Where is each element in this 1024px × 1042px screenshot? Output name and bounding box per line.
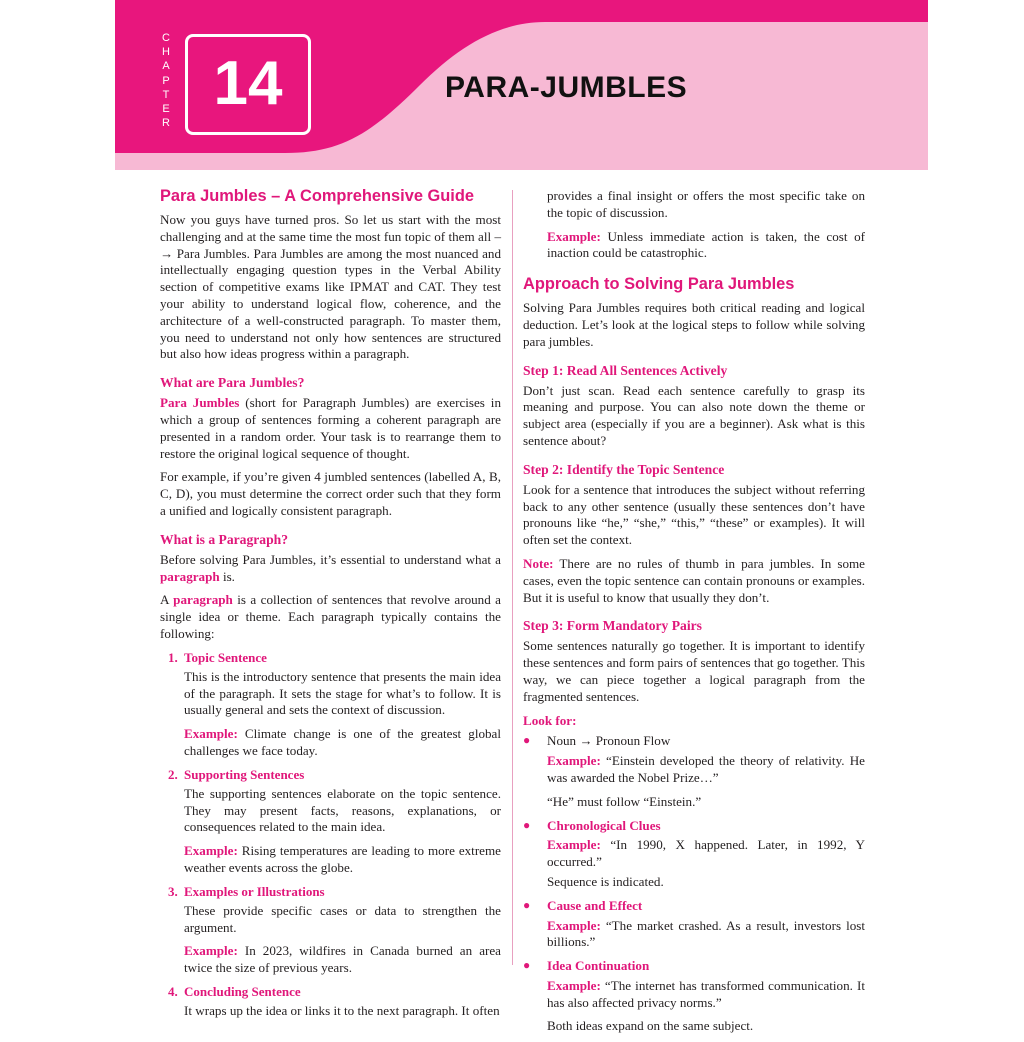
chapter-letter: H: [162, 46, 170, 59]
bullet-example: [523, 918, 865, 952]
list-item-heading: [160, 650, 501, 666]
example-text: “Einstein developed the theory of relativity. He was awarded the Nobel Prize…”: [547, 753, 865, 785]
chapter-letter: C: [162, 32, 170, 44]
chapter-letter: T: [162, 88, 170, 101]
example-label: Example:: [547, 917, 601, 933]
bullet-title: Chronological Clues: [547, 817, 661, 833]
paragraph-definition: [160, 592, 501, 642]
section-heading: Para Jumbles – A Comprehensive Guide: [160, 187, 474, 205]
step-heading: Step 2: Identify the Topic Sentence: [523, 461, 725, 477]
step-text: Look for a sentence that introduces the subject without referring back to any other sentence (usually these sentences don’t have pronouns like “he,” “she,” “this,” “these” or examples). It will often set the context.: [523, 481, 865, 548]
chapter-letter: R: [162, 117, 170, 130]
chapter-label: [159, 31, 173, 130]
continued-example: [523, 229, 865, 263]
approach-paragraph: Solving Para Jumbles requires both critical reading and logical deduction. Let’s look at the logical steps to follow while solving para jumbles.: [523, 300, 865, 349]
bullet-example: [523, 753, 865, 787]
text: is a collection of sentences that revolve around a single idea or theme. Each paragraph typically contains the following:: [160, 592, 501, 641]
list-number: 1.: [168, 649, 178, 665]
bullet-icon: ●: [523, 958, 531, 973]
example-label: Example:: [184, 726, 238, 742]
term: paragraph: [160, 568, 220, 584]
bullet-note: Both ideas expand on the same subject.: [547, 1018, 754, 1034]
bullet-title: Noun → Pronoun Flow: [547, 733, 671, 749]
example-text: “The market crashed. As a result, investors lost billions.”: [547, 917, 865, 950]
term: Para Jumbles: [160, 395, 240, 411]
bullet-title: Cause and Effect: [547, 897, 643, 913]
list-item-text: It wraps up the idea or links it to the next paragraph. It often: [184, 1002, 500, 1018]
chapter-number: 14: [213, 49, 283, 118]
step-text: Some sentences naturally go together. It is important to identify these sentences and form pairs of sentences that go together. This way, we can piece together a logical paragraph from the fragmented sentences.: [523, 638, 865, 704]
bullet-note: Sequence is indicated.: [547, 873, 664, 889]
example-label: Example:: [184, 943, 238, 959]
example-text: “The internet has transformed communication. It has also affected privacy norms.”: [547, 977, 865, 1010]
list-title: Topic Sentence: [184, 649, 267, 665]
list-title: Supporting Sentences: [184, 766, 305, 782]
note-paragraph: [523, 556, 865, 606]
chapter-letter: E: [162, 103, 170, 116]
definition-text: (short for Paragraph Jumbles) are exercises in which a group of sentences forming a coherent paragraph are presented in a random order. Your task is to rearrange them to restore the original logical sequence of thought.: [160, 395, 501, 461]
term: paragraph: [173, 592, 233, 608]
list-title: Examples or Illustrations: [184, 883, 325, 899]
continued-text: provides a final insight or offers the most specific take on the topic of discussion.: [547, 188, 865, 220]
chapter-letter: A: [162, 60, 170, 73]
bullet-icon: ●: [523, 733, 531, 748]
example-label: Example:: [547, 977, 601, 993]
list-item-example: [160, 726, 501, 760]
list-item-example: [160, 943, 501, 977]
bullet-icon: ●: [523, 897, 531, 912]
intro-paragraph: Now you guys have turned pros. So let us start with the most challenging and at the same time the most fun topic of them all –→ Para Jumbles. Para Jumbles are among the most nuanced and intellectually engaging question types in the Verbal Ability section of competitive exams like IPMAT and CAT. They test your ability to understand logical flow, coherence, and the architecture of a well-constructed paragraph. To master them, you need to understand not only how sentences are structured but also how ideas progress within a paragraph.: [160, 212, 501, 362]
bullet-item: [523, 818, 865, 835]
example-text: Climate change is one of the greatest global challenges we face today.: [184, 726, 501, 758]
section-heading: Approach to Solving Para Jumbles: [523, 275, 795, 294]
list-item-heading: [160, 884, 501, 900]
list-item-heading: [160, 984, 501, 1000]
left-column: [160, 186, 501, 1027]
bullet-title: Idea Continuation: [547, 958, 650, 974]
example-label: Example:: [547, 228, 601, 244]
chapter-title: PARA-JUMBLES: [445, 71, 688, 104]
chapter-letter: P: [162, 74, 170, 87]
text: is.: [219, 568, 235, 584]
look-for-label: Look for:: [523, 712, 577, 728]
bullet-example: [523, 837, 865, 871]
example-text: Rising temperatures are leading to more extreme weather events across the globe.: [184, 843, 501, 875]
text: Before solving Para Jumbles, it’s essential to understand what a: [160, 551, 501, 567]
paragraph-intro: [160, 552, 501, 586]
step-heading: Step 1: Read All Sentences Actively: [523, 362, 728, 378]
bullet-note: “He” must follow “Einstein.”: [547, 793, 702, 809]
bullet-example: [523, 978, 865, 1012]
example-text: In 2023, wildfires in Canada burned an area twice the size of previous years.: [184, 943, 501, 976]
step-text: Don’t just scan. Read each sentence carefully to grasp its meaning and purpose. You can also note down the theme or subject area (especially if you are a beginner). Ask what is this sentence about?: [523, 382, 865, 448]
subheading-paragraph: What is a Paragraph?: [160, 531, 289, 547]
example-text: Unless immediate action is taken, the cost of inaction could be catastrophic.: [547, 228, 865, 261]
example-label: Example:: [547, 753, 601, 769]
bullet-item: [523, 958, 865, 975]
definition-paragraph: [160, 395, 501, 462]
example-label: Example:: [547, 837, 601, 853]
note-label: Note:: [523, 555, 554, 571]
list-item-example: [160, 843, 501, 877]
list-number: 4.: [168, 983, 178, 999]
bullet-item: [523, 733, 865, 750]
list-item-text: These provide specific cases or data to strengthen the argument.: [184, 902, 501, 935]
note-text: There are no rules of thumb in para jumbles. In some cases, even the topic sentence can contain pronouns or examples. But it is useful to know that usually they don’t.: [523, 555, 865, 605]
list-number: 3.: [168, 883, 178, 899]
list-number: 2.: [168, 766, 178, 782]
list-title: Concluding Sentence: [184, 983, 301, 999]
subheading-what-are: What are Para Jumbles?: [160, 375, 305, 391]
right-column: [523, 188, 865, 1042]
example-label: Example:: [184, 843, 238, 859]
bullet-item: [523, 898, 865, 915]
list-item-text: The supporting sentences elaborate on the topic sentence. They may present facts, reasons, explanations, or consequences related to the main idea.: [184, 785, 501, 835]
example-text: “In 1990, X happened. Later, in 1992, Y occurred.”: [547, 837, 865, 870]
step-heading: Step 3: Form Mandatory Pairs: [523, 618, 702, 634]
chapter-banner: [115, 0, 928, 170]
text: A: [160, 592, 174, 608]
list-item-text: This is the introductory sentence that presents the main idea of the paragraph. It sets the stage for what’s to follow. It is usually general and sets the context of discussion.: [184, 668, 501, 718]
bullet-icon: ●: [523, 817, 531, 832]
list-item-heading: [160, 767, 501, 783]
column-divider: [512, 190, 513, 965]
example-paragraph: For example, if you’re given 4 jumbled sentences (labelled A, B, C, D), you must determine the correct order such that they form a unified and logically consistent paragraph.: [160, 469, 501, 518]
